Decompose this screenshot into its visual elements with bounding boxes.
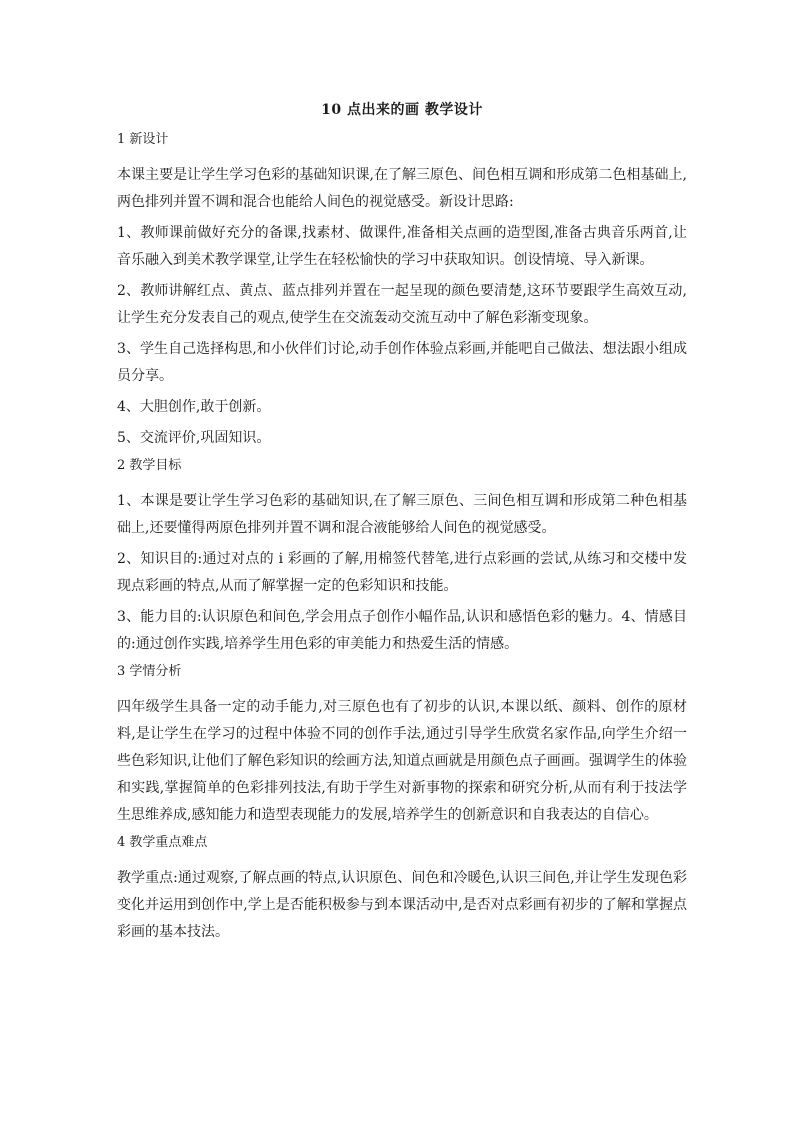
paragraph: 本课主要是让学生学习色彩的基础知识课,在了解三原色、间色相互调和形成第二色相基础上,两色排列并置不调和混合也能给人间色的视觉感受。新设计思路: <box>117 167 687 210</box>
document-page <box>117 100 687 950</box>
section-teaching-goals <box>117 456 687 658</box>
paragraph: 2、知识目的:通过对点的 i 彩画的了解,用棉签代替笔,进行点彩画的尝试,从练习和交楼中发现点彩画的特点,从而了解掌握一定的色彩知识和技能。 <box>117 551 687 594</box>
document-title: 10 点出来的画 教学设计 <box>321 102 483 118</box>
section-learner-analysis <box>117 662 687 829</box>
section-heading: 3 学情分析 <box>117 664 182 679</box>
paragraph: 4、大胆创作,敢于创新。 <box>117 399 271 415</box>
section-key-points <box>117 833 687 946</box>
paragraph: 教学重点:通过观察,了解点画的特点,认识原色、间色和冷暖色,认识三间色,并让学生发现色彩变化并运用到创作中,学上是否能积极参与到本课活动中,是否对点彩画有初步的了解和掌握点彩画的基本技法。 <box>117 870 687 940</box>
section-heading: 4 教学重点难点 <box>117 835 208 850</box>
paragraph: 3、能力目的:认识原色和间色,学会用点子创作小幅作品,认识和感悟色彩的魅力。4、情感目的:通过创作实践,培养学生用色彩的审美能力和热爱生活的情感。 <box>117 609 687 652</box>
paragraph: 3、学生自己选择构思,和小伙伴们讨论,动手创作体验点彩画,并能吧自己做法、想法跟小组成员分享。 <box>117 341 687 384</box>
section-heading: 2 教学目标 <box>117 458 182 473</box>
paragraph: 1、教师课前做好充分的备课,找素材、做课件,准备相关点画的造型图,准备古典音乐两首,让音乐融入到美术教学课堂,让学生在轻松愉快的学习中获取知识。创设情境、导入新课。 <box>117 225 687 268</box>
paragraph: 1、本课是要让学生学习色彩的基础知识,在了解三原色、三间色相互调和形成第二种色相基础上,还要懂得两原色排列并置不调和混合液能够给人间色的视觉感受。 <box>117 493 687 536</box>
paragraph: 2、教师讲解红点、黄点、蓝点排列并置在一起呈现的颜色要清楚,这环节要跟学生高效互动,让学生充分发表自己的观点,使学生在交流轰动交流互动中了解色彩渐变现象。 <box>117 283 687 326</box>
section-new-design <box>117 130 687 452</box>
section-heading: 1 新设计 <box>117 132 169 147</box>
paragraph: 5、交流评价,巩固知识。 <box>117 430 271 446</box>
paragraph: 四年级学生具备一定的动手能力,对三原色也有了初步的认识,本课以纸、颜料、创作的原材料,是让学生在学习的过程中体验不同的创作手法,通过引导学生欣赏名家作品,向学生介绍一些色彩知识,让他们了解色彩知识的绘画方法,知道点画就是用颜色点子画画。强调学生的体验和实践,掌握简单的色彩排列技法,有助于学生对新事物的探索和研究分析,从而有利于技法学生思维养成,感知能力和造型表现能力的发展,培养学生的创新意识和自我表达的自信心。 <box>117 699 687 823</box>
